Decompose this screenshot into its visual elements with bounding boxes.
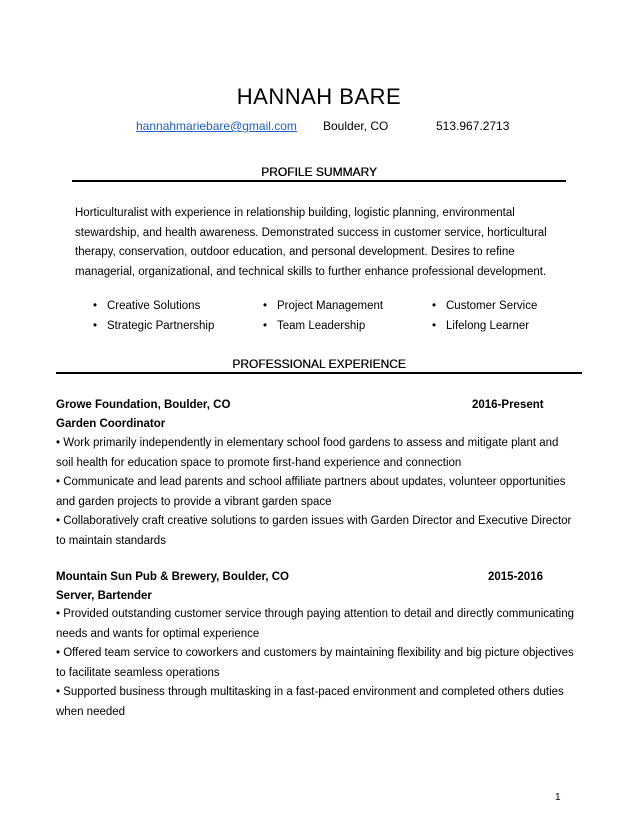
- experience-divider: [56, 372, 582, 374]
- page-number: 1: [555, 792, 561, 803]
- job-employer: Growe Foundation, Boulder, CO: [56, 399, 231, 411]
- phone-text: 513.967.2713: [436, 119, 510, 133]
- job-duties: [56, 605, 576, 722]
- skill-item: • Team Leadership: [263, 320, 366, 332]
- location-text: Boulder, CO: [323, 119, 389, 133]
- job-dates: 2015-2016: [488, 571, 543, 583]
- candidate-name: HANNAH BARE: [236, 84, 402, 109]
- duty-item: • Communicate and lead parents and school affiliate partners about updates, volunteer opportunities and garden projects to provide a vibrant garden space: [56, 476, 566, 508]
- duty-item: • Provided outstanding customer service through paying attention to detail and directly communicating needs and wants for optimal experience: [56, 608, 574, 640]
- skill-item: • Strategic Partnership: [93, 320, 215, 332]
- job-duties: [56, 434, 576, 551]
- duty-item: • Work primarily independently in elementary school food gardens to assess and mitigate plant and soil health for education space to promote first-hand experience and connection: [56, 437, 559, 469]
- profile-summary-text: Horticulturalist with experience in relationship building, logistic planning, environmental stewardship, and health awareness. Demonstrated success in customer service, horticultural therapy, conservation, outdoor education, and personal development. Desires to refine managerial, organizational, and technical skills to further enhance professional development.: [75, 207, 547, 278]
- job-role: Server, Bartender: [56, 590, 152, 602]
- duty-item: • Offered team service to coworkers and customers by maintaining flexibility and big picture objectives to facilitate seamless operations: [56, 647, 574, 679]
- profile-divider: [72, 180, 566, 182]
- skill-item: • Customer Service: [432, 300, 538, 312]
- duty-item: • Supported business through multitasking in a fast-paced environment and completed others duties when needed: [56, 686, 564, 718]
- duty-item: • Collaboratively craft creative solutions to garden issues with Garden Director and Executive Director to maintain standards: [56, 515, 572, 547]
- job-employer: Mountain Sun Pub & Brewery, Boulder, CO: [56, 571, 289, 583]
- skill-item: • Creative Solutions: [93, 300, 201, 312]
- skill-item: • Project Management: [263, 300, 384, 312]
- email-link[interactable]: hannahmariebare@gmail.com: [136, 119, 297, 133]
- experience-heading: PROFESSIONAL EXPERIENCE: [232, 357, 406, 371]
- profile-summary-heading: PROFILE SUMMARY: [261, 165, 377, 179]
- skill-item: • Lifelong Learner: [432, 320, 530, 332]
- job-role: Garden Coordinator: [56, 418, 166, 430]
- job-dates: 2016-Present: [472, 399, 544, 411]
